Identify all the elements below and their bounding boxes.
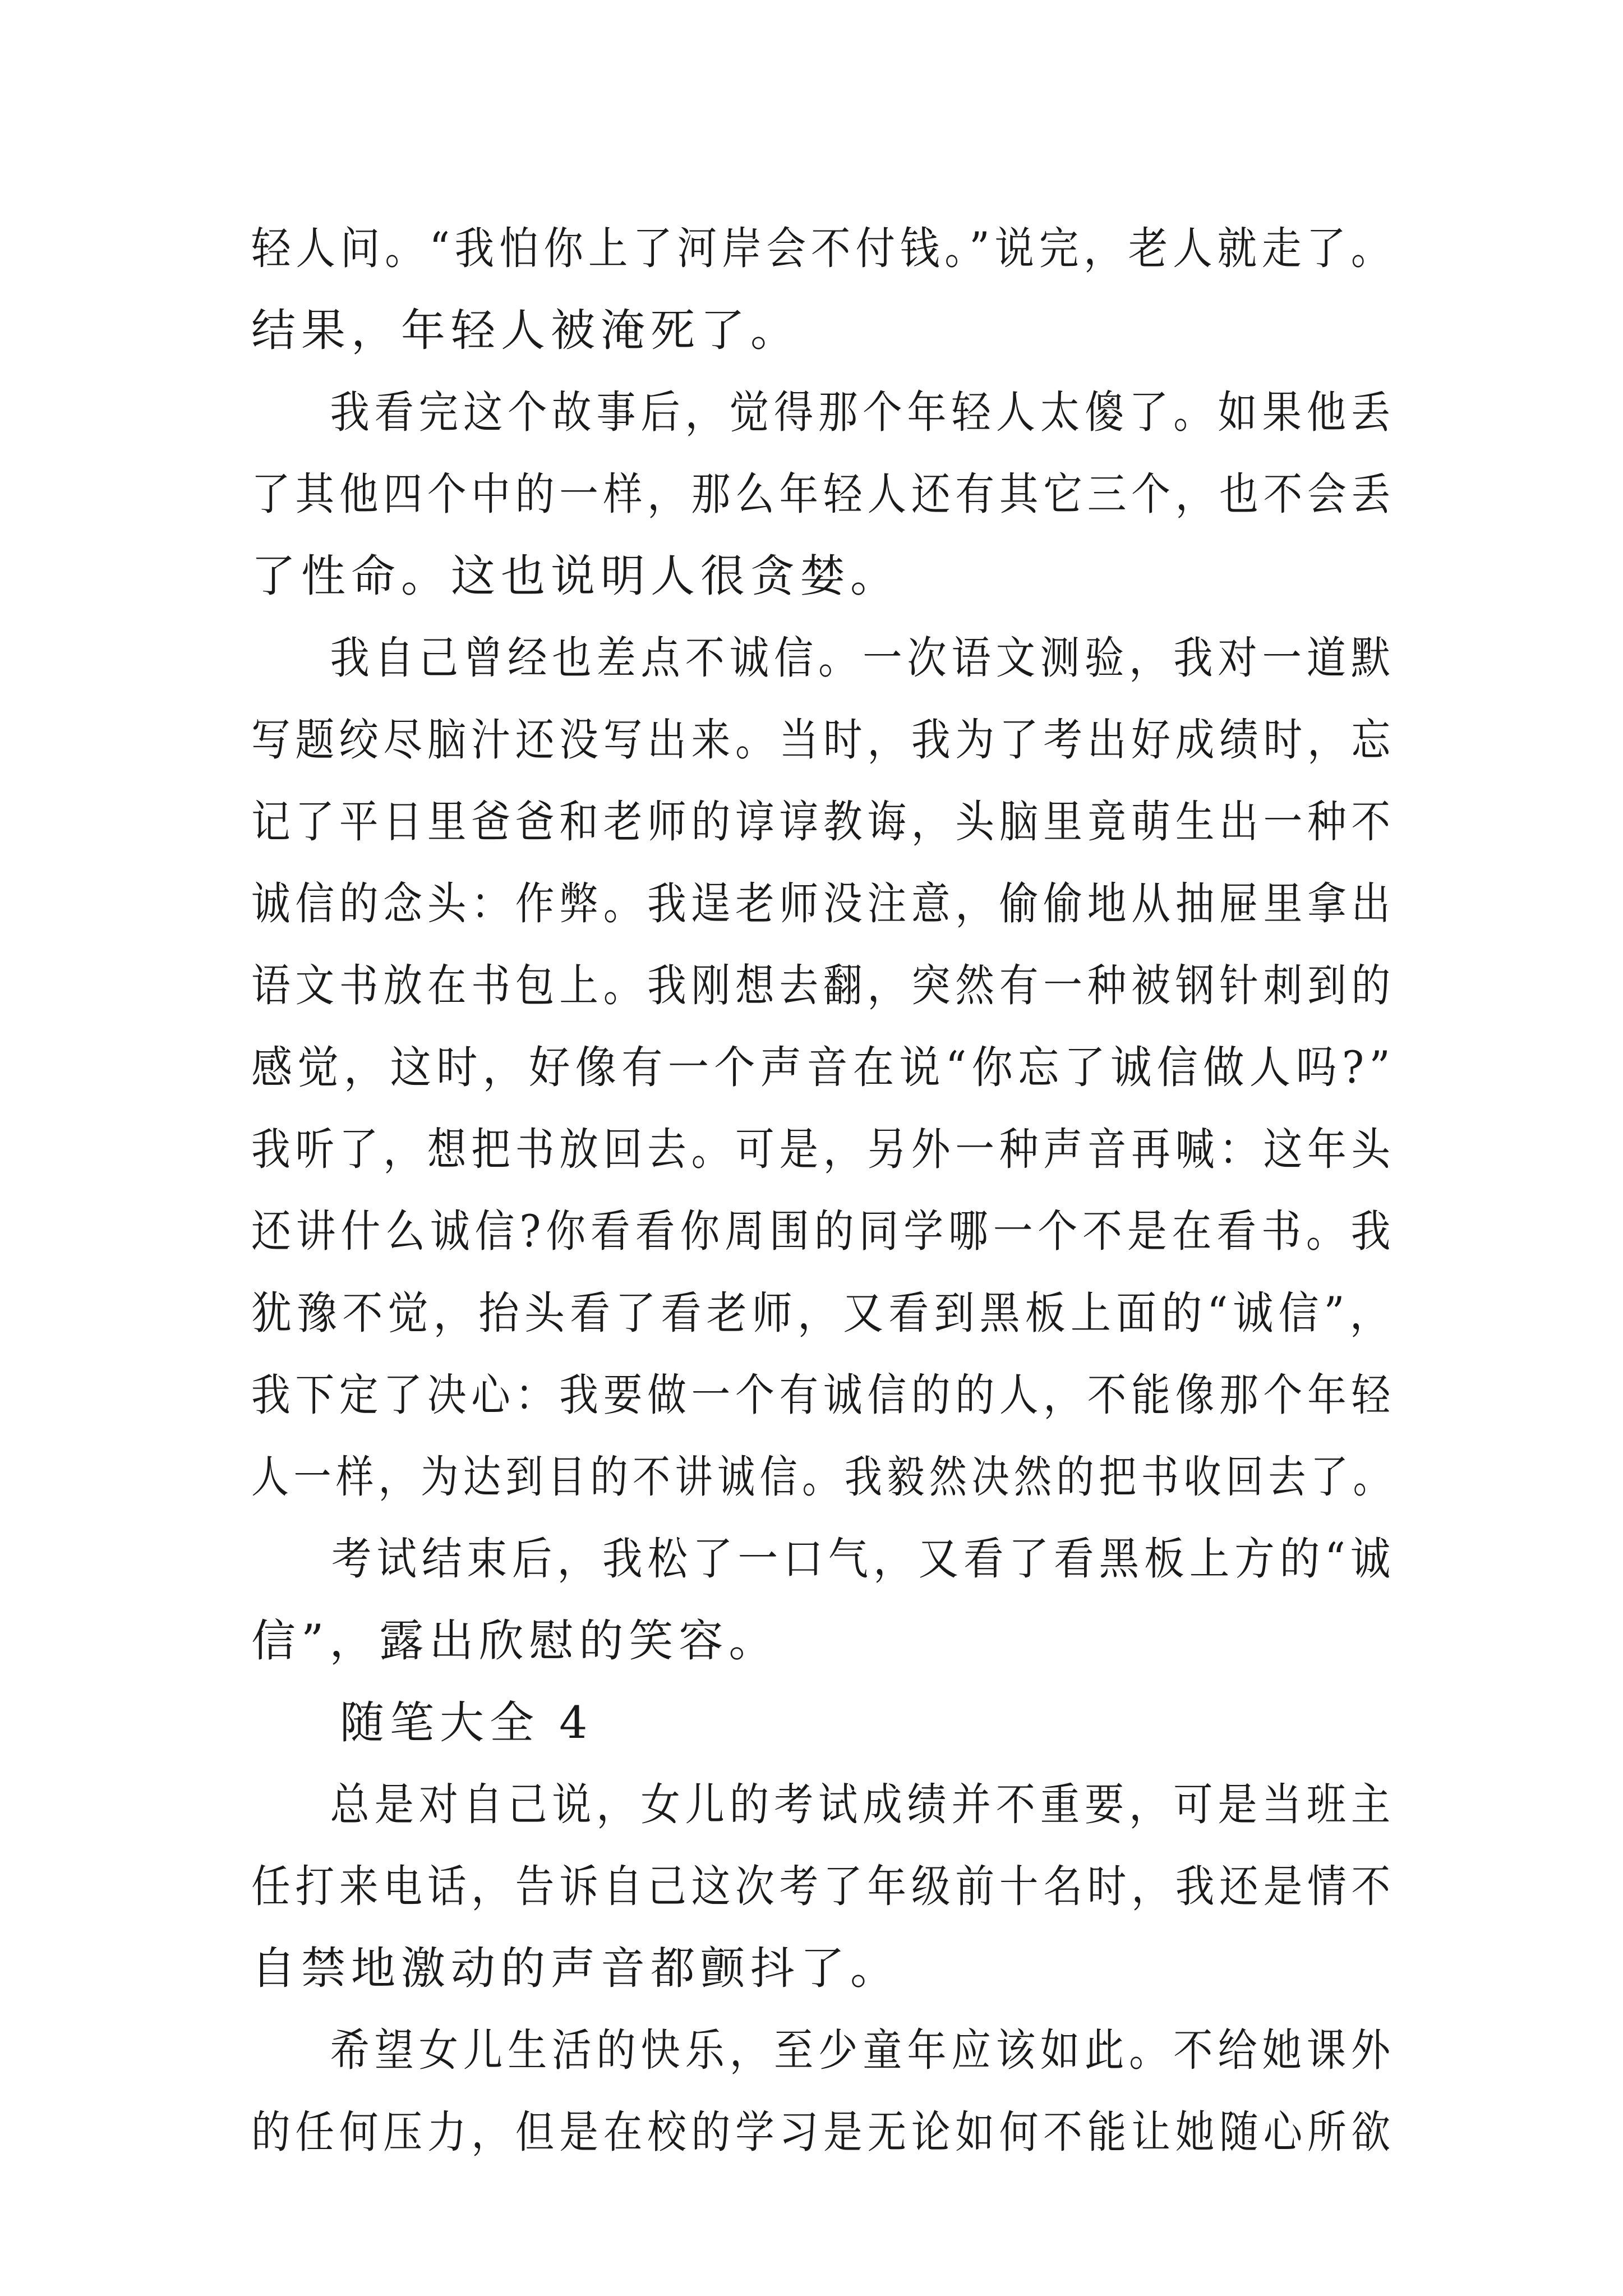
- body-text: [251, 208, 1395, 2173]
- text-line: 人一样，为达到目的不讲诚信。我毅然决然的把书收回去了。: [251, 1451, 1395, 1503]
- text-line: 记了平日里爸爸和老师的谆谆教诲，头脑里竟萌生出一种不: [251, 796, 1395, 848]
- text-line: 随笔大全 4: [340, 1697, 593, 1749]
- text-line: 了性命。这也说明人很贪婪。: [251, 550, 900, 602]
- text-line: 的任何压力，但是在校的学习是无论如何不能让她随心所欲: [251, 2106, 1395, 2158]
- text-line: 信”，露出欣慰的笑容。: [251, 1615, 779, 1667]
- text-line: 了其他四个中的一样，那么年轻人还有其它三个，也不会丢: [251, 468, 1395, 520]
- text-line: 我看完这个故事后，觉得那个年轻人太傻了。如果他丢: [330, 386, 1396, 438]
- text-line: 自禁地激动的声音都颤抖了。: [251, 1943, 900, 1994]
- text-line: 我自己曾经也差点不诚信。一次语文测验，我对一道默: [330, 632, 1396, 684]
- text-line: 感觉，这时，好像有一个声音在说“你忘了诚信做人吗?”: [251, 1042, 1396, 1093]
- text-line: 语文书放在书包上。我刚想去翻，突然有一种被钢针刺到的: [251, 960, 1395, 1011]
- text-line: 写题绞尽脑汁还没写出来。当时，我为了考出好成绩时，忘: [251, 714, 1395, 766]
- text-line: 总是对自己说，女儿的考试成绩并不重要，可是当班主: [330, 1779, 1396, 1830]
- text-line: 还讲什么诚信?你看看你周围的同学哪一个不是在看书。我: [251, 1205, 1396, 1257]
- text-line: 犹豫不觉，抬头看了看老师，又看到黑板上面的“诚信”，: [251, 1287, 1395, 1339]
- text-line: 结果，年轻人被淹死了。: [251, 305, 800, 356]
- text-line: 考试结束后，我松了一口气，又看了看黑板上方的“诚: [331, 1533, 1396, 1585]
- text-line: 任打来电话，告诉自己这次考了年级前十名时，我还是情不: [251, 1861, 1395, 1912]
- text-line: 我下定了决心：我要做一个有诚信的的人，不能像那个年轻: [251, 1369, 1395, 1421]
- text-line: 轻人问。“我怕你上了河岸会不付钱。”说完，老人就走了。: [251, 223, 1396, 274]
- text-line: 我听了，想把书放回去。可是，另外一种声音再喊：这年头: [251, 1124, 1395, 1175]
- text-line: 诚信的念头：作弊。我逞老师没注意，偷偷地从抽屉里拿出: [251, 878, 1395, 930]
- text-line: 希望女儿生活的快乐，至少童年应该如此。不给她课外: [330, 2024, 1396, 2076]
